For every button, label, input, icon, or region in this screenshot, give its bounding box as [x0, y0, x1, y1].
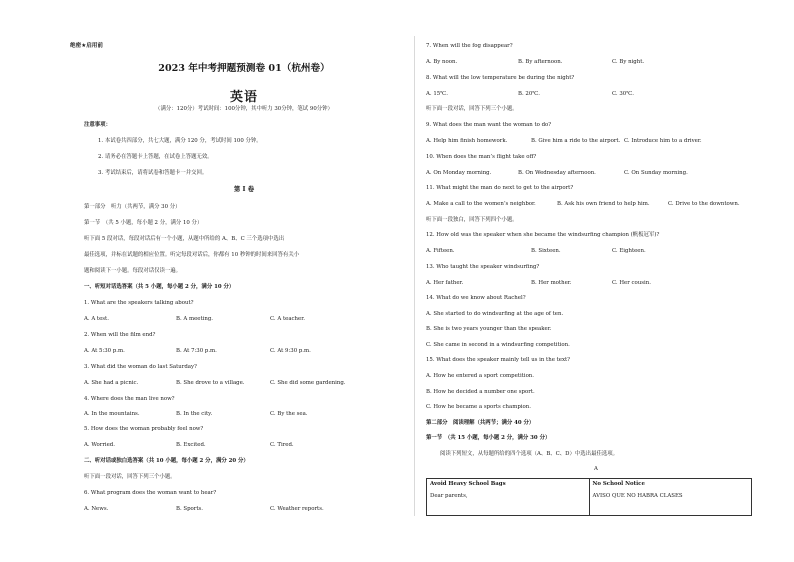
question-text: 13. Who taught the speaker windsurfing? — [426, 264, 540, 270]
option-b: B. Give him a ride to the airport. — [531, 138, 621, 144]
option-b: B. Ask his own friend to help him. — [557, 201, 650, 207]
listen-instruction: 听下面一段独白，回答下列四个小题。 — [426, 217, 518, 223]
instructions-line: 听下面 5 段对话，每段对话后有一个小题，从题中所给的 A、B、C 三个选项中选出 — [84, 236, 285, 242]
option-c: C. By the sea. — [270, 411, 308, 417]
option-b: B. Sixteen. — [531, 248, 561, 254]
subheading-short-dialogues: 一、听短对话选答案（共 5 小题，每小题 2 分，满分 10 分） — [84, 284, 235, 290]
notice-left-body: Dear parents, — [430, 493, 468, 499]
exam-title: 2023 年中考押题预测卷 01（杭州卷） — [158, 63, 330, 74]
option-a: A. News. — [84, 506, 109, 512]
option-c: C. Introduce him to a driver. — [624, 138, 702, 144]
option-c: C. Eighteen. — [612, 248, 646, 254]
option-a: A. Make a call to the women’s neighbor. — [426, 201, 536, 207]
option-c: C. She did some gardening. — [270, 380, 346, 386]
note-item: 3. 考试结束后，请将试卷和答题卡一并交回。 — [98, 170, 208, 176]
question-text: 9. What does the man want the woman to do? — [426, 122, 552, 128]
part1-heading: 第一部分 听力（共两节，满分 30 分） — [84, 204, 181, 210]
subject-title: 英语 — [229, 90, 258, 105]
reading-instruction: 阅读下列短文，从每题所给的四个选项（A、B、C、D）中选出最佳选项。 — [440, 451, 619, 457]
notice-right-title: No School Notice — [592, 481, 645, 487]
option-c: C. Her cousin. — [612, 280, 651, 286]
option-b: B. She is two years younger than the speaker. — [426, 326, 552, 332]
option-c: C. She came in second in a windsurfing competition. — [426, 342, 570, 348]
option-c: C. 30℃. — [612, 91, 634, 97]
option-b: B. 20℃. — [518, 91, 540, 97]
question-text: 6. What program does the woman want to hear? — [84, 490, 217, 496]
notice-left-title: Avoid Heavy School Bags — [430, 481, 506, 487]
option-c: C. At 9:30 p.m. — [270, 348, 311, 354]
secret-label: 绝密★启用前 — [70, 43, 103, 49]
option-c: C. A teacher. — [270, 316, 305, 322]
option-c: C. How he became a sports champion. — [426, 404, 531, 410]
instructions-line: 最佳选项，并标在试题的相应位置。听完每段对话后，你都有 10 秒钟的时间来回答有关小 — [84, 252, 300, 258]
option-b: B. A meeting. — [176, 316, 214, 322]
question-text: 3. What did the woman do last Saturday? — [84, 364, 197, 370]
subheading-long-dialogues: 二、听对话或独白选答案（共 10 小题，每小题 2 分，满分 20 分） — [84, 458, 249, 464]
option-b: B. Sports. — [176, 506, 204, 512]
notice-table — [426, 478, 752, 516]
option-a: A. At 5:30 p.m. — [84, 348, 125, 354]
part2-heading: 第二部分 阅读理解（共两节；满分 40 分） — [426, 420, 535, 426]
option-a: A. Worried. — [84, 442, 115, 448]
question-text: 4. Where does the man live now? — [84, 396, 175, 402]
option-a: A. She had a picnic. — [84, 380, 139, 386]
option-b: B. How he decided a number one sport. — [426, 389, 535, 395]
option-a: A. A test. — [84, 316, 109, 322]
volume-label: 第 I 卷 — [233, 185, 255, 193]
option-b: B. By afternoon. — [518, 59, 563, 65]
option-a: A. She started to do windsurfing at the age of ten. — [426, 311, 564, 317]
section1-heading: 第一节 （共 5 小题，每小题 2 分，满分 10 分） — [84, 220, 203, 226]
question-text: 14. What do we know about Rachel? — [426, 295, 526, 301]
listen-instruction: 听下面一段对话，回答下列三个小题。 — [426, 106, 518, 112]
option-b: B. In the city. — [176, 411, 213, 417]
option-b: B. Excited. — [176, 442, 206, 448]
option-c: C. By night. — [612, 59, 645, 65]
option-c: C. On Sunday morning. — [624, 170, 688, 176]
note-item: 2. 请务必在答题卡上答题，在试卷上答题无效。 — [98, 154, 213, 160]
column-divider — [414, 36, 415, 516]
option-c: C. Weather reports. — [270, 506, 324, 512]
option-b: B. At 7:30 p.m. — [176, 348, 217, 354]
question-text: 1. What are the speakers talking about? — [84, 300, 194, 306]
question-text: 8. What will the low temperature be during the night? — [426, 75, 575, 81]
exam-info: （满分：120分）考试时间：100分钟，其中听力 30分钟，笔试 90分钟） — [155, 106, 333, 112]
question-text: 7. When will the fog disappear? — [426, 43, 513, 49]
notes-heading: 注意事项： — [84, 122, 111, 128]
option-b: B. She drove to a village. — [176, 380, 245, 386]
option-a: A. Fifteen. — [426, 248, 455, 254]
question-text: 11. What might the man do next to get to the airport? — [426, 185, 574, 191]
question-text: 10. When does the man’s flight take off? — [426, 154, 537, 160]
option-a: A. By noon. — [426, 59, 458, 65]
listen-instruction: 听下面一段对话，回答下列三个小题。 — [84, 474, 176, 480]
question-text: 15. What does the speaker mainly tell us in the text? — [426, 357, 571, 363]
option-c: C. Drive to the downtown. — [668, 201, 740, 207]
question-text: 12. How old was the speaker when she became the windsurfing champion (帆板冠军)? — [426, 232, 660, 238]
option-b: B. On Wednesday afternoon. — [518, 170, 596, 176]
question-text: 2. When will the film end? — [84, 332, 156, 338]
option-a: A. How he entered a sport competition. — [426, 373, 534, 379]
passage-label: A — [594, 466, 598, 472]
option-a: A. In the mountains. — [84, 411, 140, 417]
option-a: A. 15℃. — [426, 91, 448, 97]
notice-cell-right — [589, 479, 752, 516]
option-a: A. Help him finish homework. — [426, 138, 508, 144]
option-a: A. Her father. — [426, 280, 464, 286]
note-item: 1. 本试卷共四部分，共七大题，满分 120 分，考试时间 100 分钟。 — [98, 138, 262, 144]
section1-reading: 第一节 （共 15 小题，每小题 2 分，满分 30 分） — [426, 435, 551, 441]
instructions-line: 题和阅读下一小题。每段对话仅读一遍。 — [84, 268, 182, 274]
option-c: C. Tired. — [270, 442, 294, 448]
notice-cell-left — [427, 479, 590, 516]
option-b: B. Her mother. — [531, 280, 572, 286]
option-a: A. On Monday morning. — [426, 170, 492, 176]
notice-right-body: AVISO QUE NO HABRA CLASES — [592, 493, 683, 499]
question-text: 5. How does the woman probably feel now? — [84, 426, 204, 432]
